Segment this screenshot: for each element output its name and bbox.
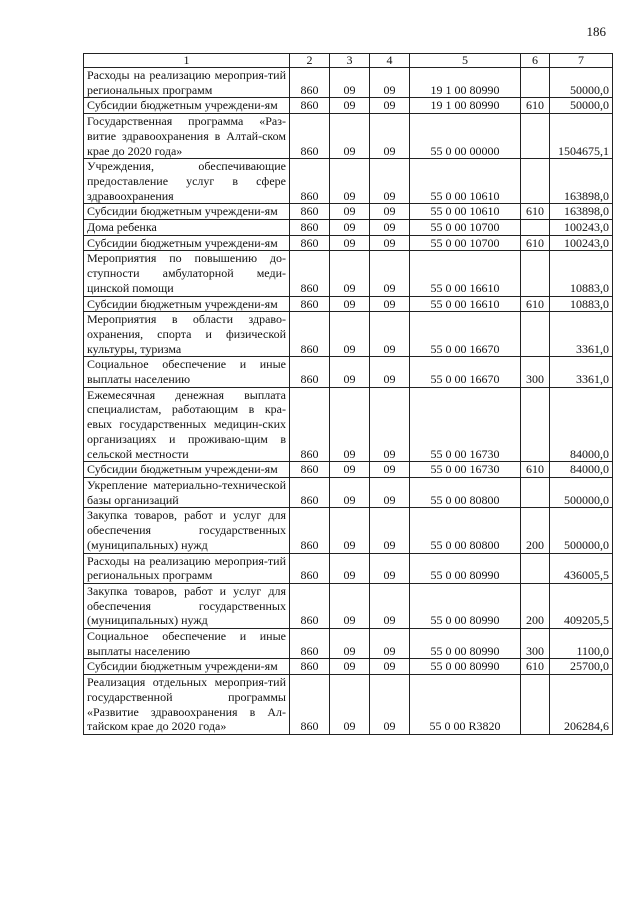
row-section-code: 09 (330, 583, 370, 628)
row-target-code: 55 0 00 10610 (410, 159, 521, 204)
row-subsection-code: 09 (370, 98, 410, 114)
row-subsection-code: 09 (370, 68, 410, 98)
row-ministry-code: 860 (290, 462, 330, 478)
row-section-code: 09 (330, 462, 370, 478)
row-name: Субсидии бюджетным учреждени-ям (84, 235, 290, 251)
row-ministry-code: 860 (290, 629, 330, 659)
row-subsection-code: 09 (370, 204, 410, 220)
row-expense-type: 300 (521, 357, 550, 387)
row-name: Укрепление материально-технической базы организаций (84, 477, 290, 507)
row-amount: 100243,0 (550, 220, 613, 236)
row-name: Субсидии бюджетным учреждени-ям (84, 204, 290, 220)
row-ministry-code: 860 (290, 251, 330, 296)
row-target-code: 55 0 00 16670 (410, 357, 521, 387)
row-section-code: 09 (330, 629, 370, 659)
row-amount: 50000,0 (550, 68, 613, 98)
row-name: Субсидии бюджетным учреждени-ям (84, 296, 290, 312)
row-name: Расходы на реализацию мероприя-тий региональных программ (84, 68, 290, 98)
row-amount: 25700,0 (550, 659, 613, 675)
row-expense-type: 610 (521, 98, 550, 114)
table-row (84, 251, 613, 296)
row-name: Закупка товаров, работ и услуг для обеспечения государственных (муниципальных) нужд (84, 508, 290, 553)
row-target-code: 55 0 00 80800 (410, 508, 521, 553)
budget-table (83, 53, 613, 735)
row-name: Реализация отдельных мероприя-тий государственной программы «Развитие здравоохранения в Ал-тайском крае до 2020 года» (84, 675, 290, 735)
row-section-code: 09 (330, 387, 370, 462)
row-section-code: 09 (330, 659, 370, 675)
table-row (84, 159, 613, 204)
row-ministry-code: 860 (290, 312, 330, 357)
row-subsection-code: 09 (370, 583, 410, 628)
row-section-code: 09 (330, 220, 370, 236)
table-row (84, 296, 613, 312)
row-section-code: 09 (330, 98, 370, 114)
row-name: Субсидии бюджетным учреждени-ям (84, 462, 290, 478)
column-header: 2 (290, 54, 330, 68)
row-ministry-code: 860 (290, 98, 330, 114)
row-subsection-code: 09 (370, 357, 410, 387)
row-amount: 10883,0 (550, 296, 613, 312)
row-name: Учреждения, обеспечивающие предоставление услуг в сфере здравоохранения (84, 159, 290, 204)
row-expense-type (521, 114, 550, 159)
row-name: Дома ребенка (84, 220, 290, 236)
row-amount: 100243,0 (550, 235, 613, 251)
row-section-code: 09 (330, 553, 370, 583)
table-row (84, 675, 613, 735)
row-target-code: 55 0 00 80990 (410, 629, 521, 659)
table-row (84, 508, 613, 553)
row-expense-type: 300 (521, 629, 550, 659)
table-row (84, 220, 613, 236)
row-amount: 84000,0 (550, 387, 613, 462)
row-target-code: 55 0 00 10610 (410, 204, 521, 220)
row-subsection-code: 09 (370, 312, 410, 357)
row-expense-type (521, 387, 550, 462)
row-expense-type: 610 (521, 204, 550, 220)
row-target-code: 55 0 00 10700 (410, 235, 521, 251)
row-amount: 10883,0 (550, 251, 613, 296)
row-section-code: 09 (330, 251, 370, 296)
table-row (84, 387, 613, 462)
row-amount: 500000,0 (550, 477, 613, 507)
row-expense-type (521, 68, 550, 98)
row-subsection-code: 09 (370, 629, 410, 659)
table-row (84, 553, 613, 583)
column-header: 4 (370, 54, 410, 68)
row-subsection-code: 09 (370, 553, 410, 583)
row-target-code: 19 1 00 80990 (410, 98, 521, 114)
page-number: 186 (586, 24, 606, 39)
row-section-code: 09 (330, 235, 370, 251)
row-expense-type (521, 312, 550, 357)
row-amount: 3361,0 (550, 357, 613, 387)
column-header: 7 (550, 54, 613, 68)
row-name: Мероприятия в области здраво-охранения, спорта и физической культуры, туризма (84, 312, 290, 357)
row-name: Мероприятия по повышению до-ступности амбулаторной меди-цинской помощи (84, 251, 290, 296)
row-amount: 84000,0 (550, 462, 613, 478)
row-target-code: 55 0 00 80990 (410, 583, 521, 628)
row-expense-type: 610 (521, 462, 550, 478)
row-target-code: 55 0 00 16730 (410, 462, 521, 478)
row-section-code: 09 (330, 114, 370, 159)
row-expense-type: 200 (521, 508, 550, 553)
row-section-code: 09 (330, 675, 370, 735)
row-subsection-code: 09 (370, 235, 410, 251)
row-target-code: 55 0 00 10700 (410, 220, 521, 236)
row-amount: 1504675,1 (550, 114, 613, 159)
row-section-code: 09 (330, 204, 370, 220)
row-subsection-code: 09 (370, 387, 410, 462)
row-amount: 500000,0 (550, 508, 613, 553)
row-ministry-code: 860 (290, 477, 330, 507)
table-header-row (84, 54, 613, 68)
row-expense-type (521, 553, 550, 583)
row-ministry-code: 860 (290, 583, 330, 628)
row-section-code: 09 (330, 477, 370, 507)
row-subsection-code: 09 (370, 220, 410, 236)
row-subsection-code: 09 (370, 477, 410, 507)
table-row (84, 357, 613, 387)
row-name: Социальное обеспечение и иные выплаты населению (84, 357, 290, 387)
table-row (84, 235, 613, 251)
table-row (84, 312, 613, 357)
row-ministry-code: 860 (290, 659, 330, 675)
row-expense-type: 610 (521, 659, 550, 675)
table-row (84, 98, 613, 114)
row-name: Ежемесячная денежная выплата специалистам, работающим в кра-евых государственных медицин-ских организациях и проживаю-щим в сельской местности (84, 387, 290, 462)
row-ministry-code: 860 (290, 114, 330, 159)
row-name: Расходы на реализацию мероприя-тий региональных программ (84, 553, 290, 583)
table-row (84, 68, 613, 98)
column-header: 5 (410, 54, 521, 68)
row-name: Социальное обеспечение и иные выплаты населению (84, 629, 290, 659)
row-ministry-code: 860 (290, 68, 330, 98)
row-target-code: 55 0 00 R3820 (410, 675, 521, 735)
row-ministry-code: 860 (290, 675, 330, 735)
row-ministry-code: 860 (290, 296, 330, 312)
table-row (84, 204, 613, 220)
row-expense-type (521, 675, 550, 735)
row-ministry-code: 860 (290, 357, 330, 387)
row-expense-type: 610 (521, 296, 550, 312)
table-row (84, 659, 613, 675)
row-ministry-code: 860 (290, 387, 330, 462)
row-section-code: 09 (330, 357, 370, 387)
row-section-code: 09 (330, 312, 370, 357)
row-target-code: 55 0 00 80800 (410, 477, 521, 507)
row-amount: 1100,0 (550, 629, 613, 659)
row-subsection-code: 09 (370, 462, 410, 478)
row-amount: 163898,0 (550, 159, 613, 204)
row-subsection-code: 09 (370, 114, 410, 159)
table-row (84, 583, 613, 628)
row-target-code: 55 0 00 80990 (410, 659, 521, 675)
table-row (84, 629, 613, 659)
row-ministry-code: 860 (290, 508, 330, 553)
row-amount: 163898,0 (550, 204, 613, 220)
column-header: 1 (84, 54, 290, 68)
column-header: 6 (521, 54, 550, 68)
row-section-code: 09 (330, 68, 370, 98)
row-expense-type: 610 (521, 235, 550, 251)
row-target-code: 55 0 00 00000 (410, 114, 521, 159)
row-amount: 50000,0 (550, 98, 613, 114)
column-header: 3 (330, 54, 370, 68)
table-row (84, 114, 613, 159)
row-target-code: 55 0 00 16670 (410, 312, 521, 357)
row-section-code: 09 (330, 296, 370, 312)
row-subsection-code: 09 (370, 159, 410, 204)
row-amount: 3361,0 (550, 312, 613, 357)
row-subsection-code: 09 (370, 675, 410, 735)
row-name: Субсидии бюджетным учреждени-ям (84, 659, 290, 675)
table-row (84, 462, 613, 478)
row-ministry-code: 860 (290, 553, 330, 583)
row-name: Субсидии бюджетным учреждени-ям (84, 98, 290, 114)
row-expense-type (521, 251, 550, 296)
row-amount: 409205,5 (550, 583, 613, 628)
row-subsection-code: 09 (370, 251, 410, 296)
row-subsection-code: 09 (370, 659, 410, 675)
row-ministry-code: 860 (290, 159, 330, 204)
row-amount: 206284,6 (550, 675, 613, 735)
row-expense-type (521, 477, 550, 507)
row-expense-type (521, 159, 550, 204)
row-ministry-code: 860 (290, 235, 330, 251)
row-name: Государственная программа «Раз-витие здравоохранения в Алтай-ском крае до 2020 года» (84, 114, 290, 159)
row-amount: 436005,5 (550, 553, 613, 583)
row-subsection-code: 09 (370, 296, 410, 312)
row-section-code: 09 (330, 508, 370, 553)
row-target-code: 55 0 00 80990 (410, 553, 521, 583)
row-target-code: 55 0 00 16610 (410, 296, 521, 312)
row-ministry-code: 860 (290, 204, 330, 220)
row-section-code: 09 (330, 159, 370, 204)
row-target-code: 19 1 00 80990 (410, 68, 521, 98)
row-expense-type: 200 (521, 583, 550, 628)
row-target-code: 55 0 00 16610 (410, 251, 521, 296)
row-name: Закупка товаров, работ и услуг для обеспечения государственных (муниципальных) нужд (84, 583, 290, 628)
row-ministry-code: 860 (290, 220, 330, 236)
row-subsection-code: 09 (370, 508, 410, 553)
table-row (84, 477, 613, 507)
row-target-code: 55 0 00 16730 (410, 387, 521, 462)
row-expense-type (521, 220, 550, 236)
